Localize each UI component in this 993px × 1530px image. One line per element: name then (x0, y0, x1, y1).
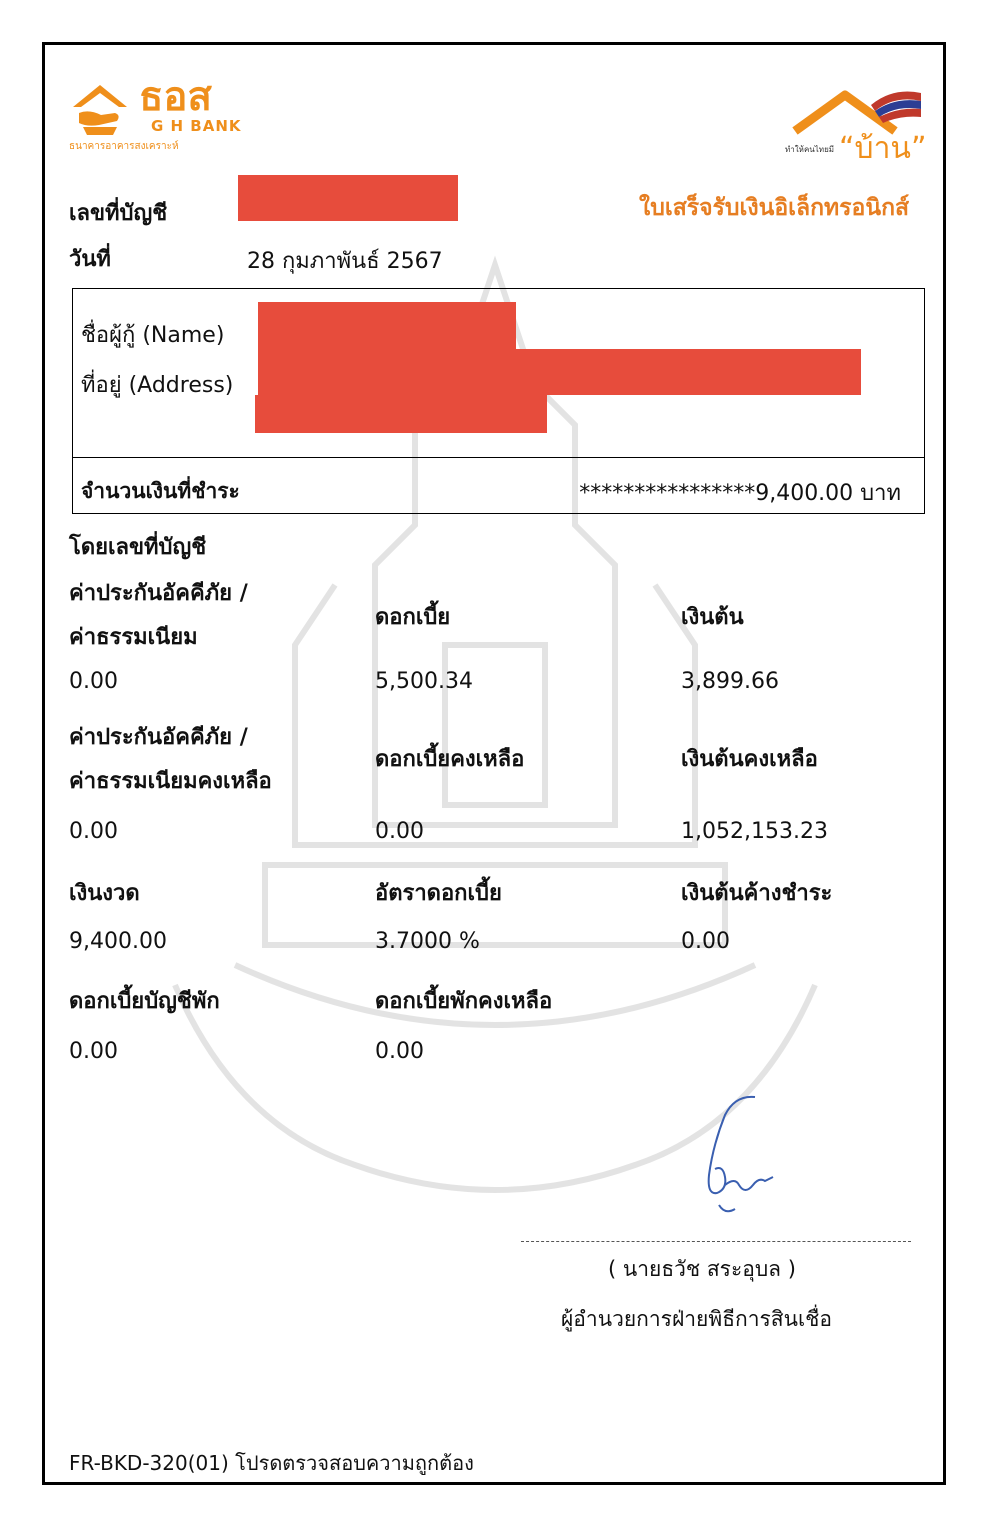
campaign-logo-main: “บ้าน” (839, 131, 927, 166)
ghb-logo-name: ธนาคารอาคารสงเคราะห์ (69, 141, 179, 152)
amount-label: จำนวนเงินที่ชำระ (81, 479, 240, 503)
borrower-address-redacted-1 (258, 349, 861, 395)
principal-label: เงินต้น (681, 605, 744, 630)
principal-overdue-label: เงินต้นค้างชำระ (681, 881, 833, 906)
amount-value: ****************9,400.00 บาท (579, 481, 901, 506)
suspense-interest-remaining-label: ดอกเบี้ยพักคงเหลือ (375, 989, 553, 1014)
principal-remaining-label: เงินต้นคงเหลือ (681, 747, 818, 772)
borrower-name-label: ชื่อผู้กู้ (Name) (81, 323, 225, 348)
fire-insurance-fee-label-a: ค่าประกันอัคคีภัย / (69, 581, 248, 606)
fire-insurance-fee-label-b: ค่าธรรมเนียม (69, 625, 198, 650)
account-no-label: เลขที่บัญชี (69, 201, 168, 226)
interest-remaining-label: ดอกเบี้ยคงเหลือ (375, 747, 525, 772)
borrower-address-label: ที่อยู่ (Address) (81, 373, 234, 398)
suspense-interest-remaining-value: 0.00 (375, 1039, 424, 1064)
interest-rate-label: อัตราดอกเบี้ย (375, 881, 502, 906)
installment-label: เงินงวด (69, 881, 140, 906)
suspense-interest-value: 0.00 (69, 1039, 118, 1064)
principal-overdue-value: 0.00 (681, 929, 730, 954)
borrower-name-redacted (258, 302, 516, 352)
campaign-logo-small: ทำให้คนไทยมี (785, 145, 835, 154)
signature-line (521, 1241, 911, 1242)
campaign-logo (785, 81, 927, 166)
fire-insurance-fee-remaining-value: 0.00 (69, 819, 118, 844)
document-title: ใบเสร็จรับเงินอิเล็กทรอนิกส์ (639, 195, 910, 221)
account-no-redacted (238, 175, 458, 221)
suspense-interest-label: ดอกเบี้ยบัญชีพัก (69, 989, 220, 1014)
installment-value: 9,400.00 (69, 929, 167, 954)
ghb-logo-main: ธอส (139, 74, 212, 120)
interest-label: ดอกเบี้ย (375, 605, 451, 630)
signer-name: ( นายธวัช สระอุบล ) (608, 1257, 796, 1281)
signature-icon (665, 1085, 785, 1225)
fire-insurance-fee-remaining-label-b: ค่าธรรมเนียมคงเหลือ (69, 769, 272, 794)
interest-rate-value: 3.7000 % (375, 929, 480, 954)
receipt-document (42, 42, 946, 1485)
principal-value: 3,899.66 (681, 669, 779, 694)
borrower-address-redacted-2 (255, 395, 547, 433)
date-label: วันที่ (69, 247, 111, 272)
by-account-label: โดยเลขที่บัญชี (69, 535, 207, 560)
principal-remaining-value: 1,052,153.23 (681, 819, 828, 844)
fire-insurance-fee-remaining-label-a: ค่าประกันอัคคีภัย / (69, 725, 248, 750)
form-code: FR-BKD-320(01) โปรดตรวจสอบความถูกต้อง (69, 1451, 474, 1475)
interest-remaining-value: 0.00 (375, 819, 424, 844)
date-value: 28 กุมภาพันธ์ 2567 (247, 249, 443, 274)
ghb-logo-sub: G H BANK (151, 117, 242, 135)
house-hand-icon (69, 79, 131, 139)
interest-value: 5,500.34 (375, 669, 473, 694)
signer-title: ผู้อำนวยการฝ่ายพิธีการสินเชื่อ (561, 1307, 833, 1331)
fire-insurance-fee-value: 0.00 (69, 669, 118, 694)
